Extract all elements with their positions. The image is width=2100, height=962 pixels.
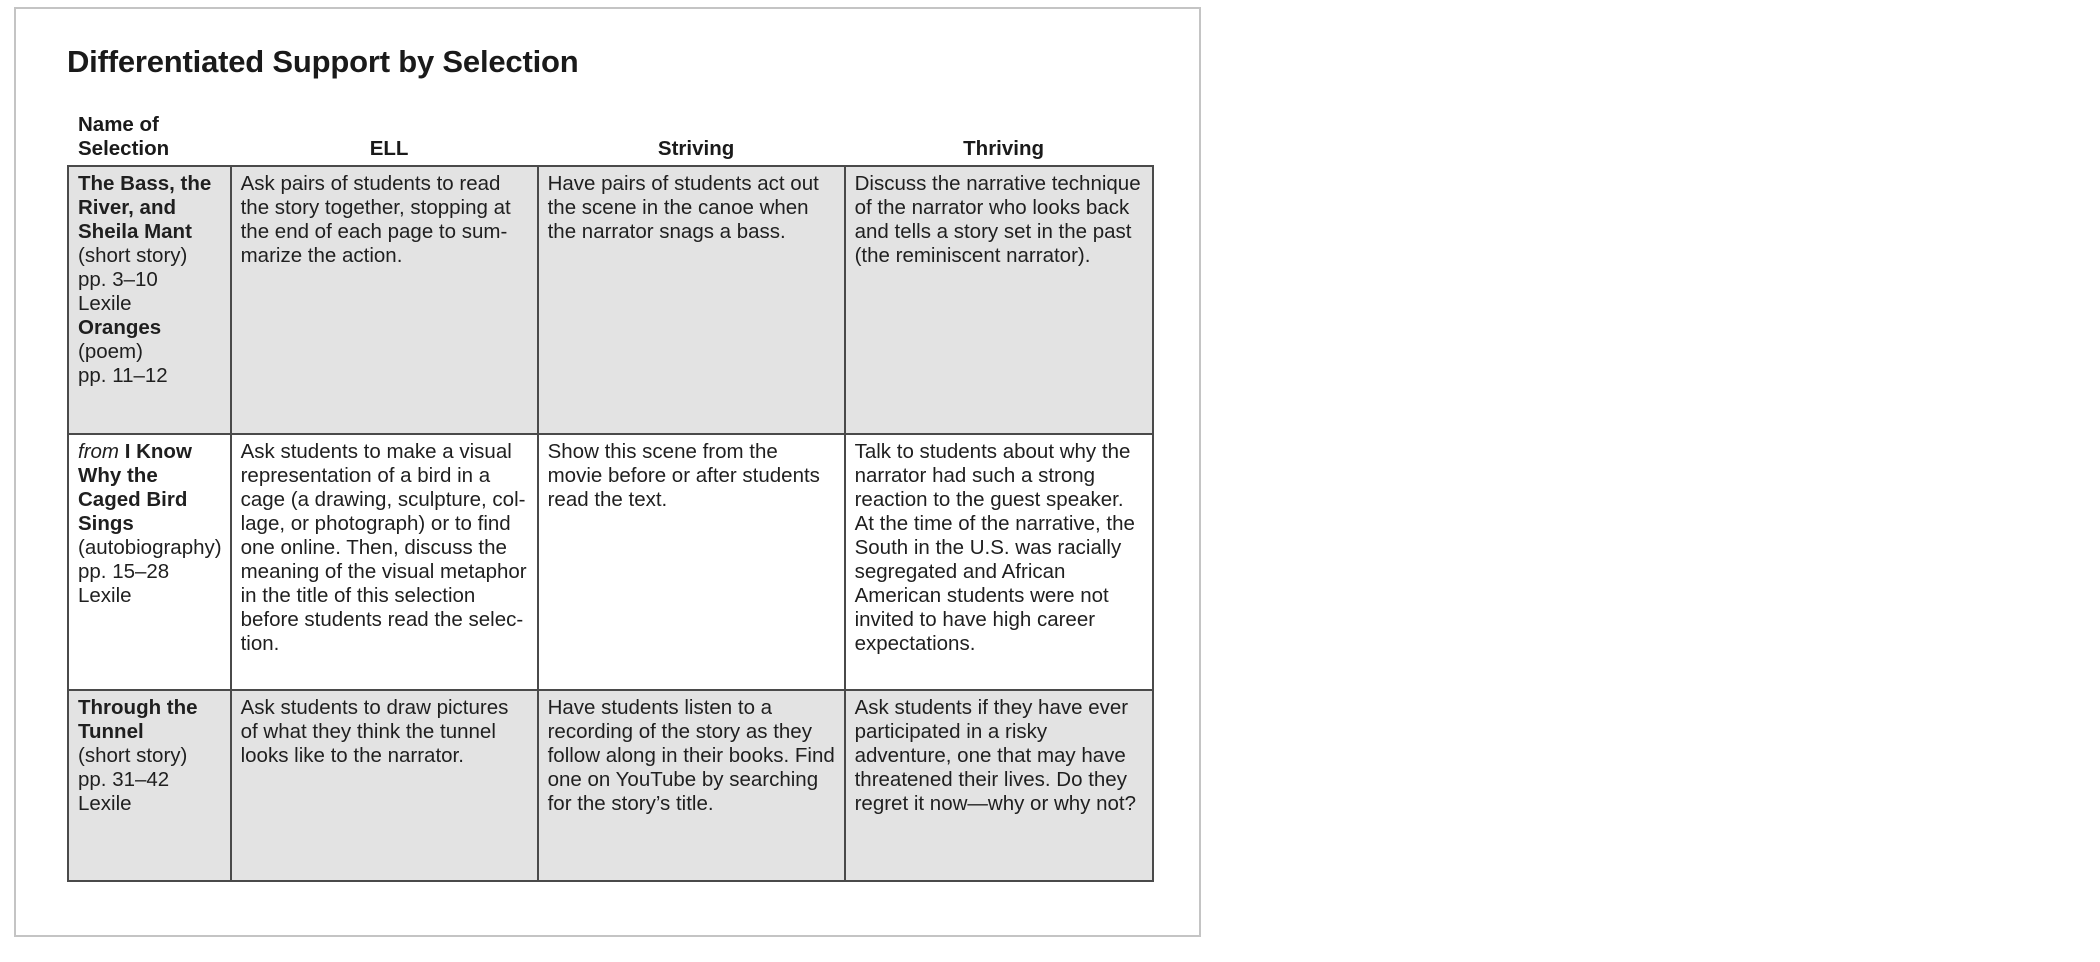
selection-genre: (short story) (78, 744, 188, 767)
selection-title: The Bass, the River, and Sheila Mant (78, 172, 212, 243)
column-header-thriving: Thriving (963, 137, 1045, 160)
table-row (68, 434, 1153, 690)
table-row (68, 690, 1153, 881)
selection-from-prefix: from (78, 440, 119, 463)
selection-genre: (poem) (78, 340, 143, 363)
selection-pages: pp. 15–28 (78, 560, 170, 583)
striving-cell: Have students listen to a recording of the story as they follow along in their books. Find one on YouTube by searching for the story’s title. (538, 690, 845, 881)
selection-pages: pp. 11–12 (78, 364, 168, 387)
column-header-striving: Striving (657, 137, 735, 160)
selection-genre: (autobiography) (78, 536, 222, 559)
table-row (68, 166, 1153, 434)
ell-cell: Ask students to make a visual representation of a bird in a cage (a drawing, sculpture, col-lage, or photograph) or to find one online. Then, discuss the meaning of the visual metaphor in the title of this selection before students read the selec-tion. (231, 434, 538, 690)
selection-pages: pp. 31–42 (78, 768, 170, 791)
selection-title: I Know Why the Caged Bird Sings (78, 440, 192, 535)
selection-genre: (short story) (78, 244, 188, 267)
selection-cell (68, 434, 231, 690)
document-title: Differentiated Support by Selection (67, 44, 579, 79)
differentiated-support-table (67, 113, 1154, 882)
table-header-row (68, 113, 1153, 166)
thriving-cell: Talk to students about why the narrator had such a strong reaction to the guest speaker. At the time of the narrative, the South in the U.S. was racially segregated and African American students were not invited to have high career expectations. (845, 434, 1153, 690)
thriving-cell: Ask students if they have ever participated in a risky adventure, one that may have threatened their lives. Do they regret it now—why or why not? (845, 690, 1153, 881)
ell-cell: Ask students to draw pictures of what they think the tunnel looks like to the narrator. (231, 690, 538, 881)
striving-cell: Have pairs of students act out the scene in the canoe when the narrator snags a bass. (538, 166, 845, 434)
ell-cell: Ask pairs of students to read the story together, stopping at the end of each page to sum-marize the action. (231, 166, 538, 434)
selection-title: Through the Tunnel (78, 696, 198, 743)
selection-lexile: Lexile (78, 792, 132, 815)
selection-cell (68, 166, 231, 434)
selection-cell (68, 690, 231, 881)
thriving-cell: Discuss the narrative technique of the narrator who looks back and tells a story set in the past (the reminiscent narrator). (845, 166, 1153, 434)
column-header-name-of-selection: Name of Selection (78, 113, 170, 160)
column-header-ell: ELL (369, 137, 409, 160)
selection-lexile: Lexile (78, 584, 132, 607)
selection-lexile: Lexile (78, 292, 132, 315)
striving-cell: Show this scene from the movie before or after students read the text. (538, 434, 845, 690)
selection-title: Oranges (78, 316, 162, 339)
selection-pages: pp. 3–10 (78, 268, 158, 291)
